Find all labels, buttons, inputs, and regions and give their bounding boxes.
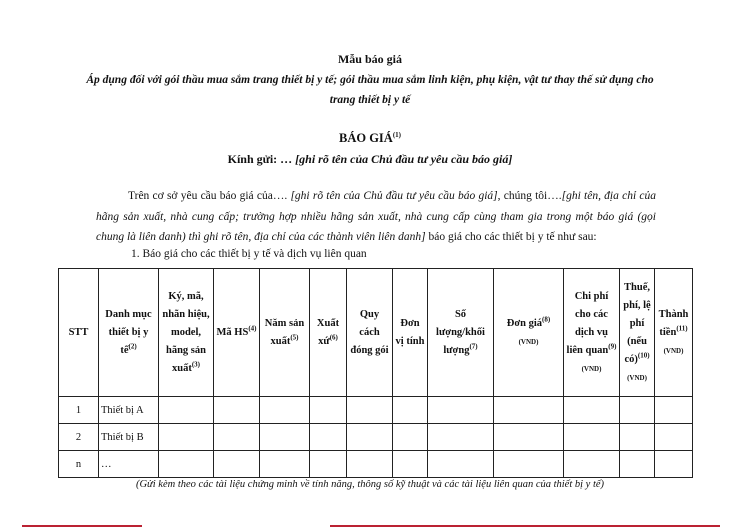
column-header-footnote: (10) [637,351,650,359]
empty-cell [393,424,428,451]
empty-cell [260,397,310,424]
column-header [310,269,347,397]
form-title: Mẫu báo giá [337,52,402,66]
item-name-cell: Thiết bị B [99,424,159,451]
empty-cell [393,397,428,424]
form-subtitle [0,70,740,110]
empty-cell [655,451,693,478]
empty-cell [310,397,347,424]
column-header-footnote: (7) [469,342,478,350]
column-header [159,269,214,397]
empty-cell [564,397,620,424]
item-name-cell: … [99,451,159,478]
doc-title-footnote: (1) [392,130,401,139]
empty-cell [214,424,260,451]
intro-part5: báo giá cho các thiết bị y tế như sau: [425,231,597,243]
empty-cell [620,424,655,451]
column-header [214,269,260,397]
intro-part3: , chúng tôi…. [497,190,562,202]
column-header-label: Mã HS [216,326,249,338]
empty-cell [494,451,564,478]
empty-cell [428,397,494,424]
column-header-label: Quy cách đóng gói [350,308,389,356]
column-header-unit: (VND) [518,337,539,346]
empty-cell [260,451,310,478]
table-row [59,397,693,424]
column-header-footnote: (2) [128,342,137,350]
doc-title [0,131,740,146]
quote-table [58,268,693,478]
column-header-label: Số lượng/khối lượng [436,308,485,356]
empty-cell [564,451,620,478]
column-header [620,269,655,397]
empty-cell [428,451,494,478]
column-header-label: Danh mục thiết bị y tế [105,308,152,356]
column-header-label: Ký, mã, nhãn hiệu, model, hãng sản xuất [162,290,210,374]
table-row [59,451,693,478]
column-header-unit: (VND) [581,364,602,373]
row-number-cell: 2 [59,424,99,451]
column-header [655,269,693,397]
page-edge-mark [330,525,720,527]
empty-cell [428,424,494,451]
column-header-unit: (VND) [627,373,647,382]
column-header [99,269,159,397]
column-header [393,269,428,397]
intro-part4: [ghi tên, địa chỉ của hãng sản xuất, nhà cung cấp; trường hợp nhiều hãng sản xuất, nhà cung cấp cùng tham gia trong một báo giá (gọi chung là liên danh) thì ghi rõ tên, địa chỉ của các thành viên liên danh] [96,190,656,243]
column-header-label: STT [68,326,89,338]
empty-cell [620,451,655,478]
empty-cell [347,451,393,478]
column-header-footnote: (5) [290,333,299,341]
column-header [564,269,620,397]
column-header-label: Năm sản xuất [264,317,305,347]
empty-cell [347,424,393,451]
column-header-footnote: (6) [329,333,338,341]
column-header-footnote: (4) [248,324,257,332]
subtitle-line2: trang thiết bị y tế [329,94,411,106]
empty-cell [655,424,693,451]
empty-cell [494,424,564,451]
column-header-label: Xuất xứ [316,317,340,347]
column-header-label: Đơn giá [506,317,543,329]
page-edge-mark [22,525,142,527]
item-name-cell: Thiết bị A [99,397,159,424]
column-header-footnote: (3) [191,360,200,368]
column-header-footnote: (8) [542,315,551,323]
column-header-label: Chi phí cho các dịch vụ liên quan [566,290,609,356]
empty-cell [159,424,214,451]
table-body [59,397,693,478]
intro-paragraph [96,186,656,248]
column-header-unit: (VND) [663,346,684,355]
empty-cell [260,424,310,451]
column-header [260,269,310,397]
column-header [494,269,564,397]
empty-cell [564,424,620,451]
table-row [59,424,693,451]
subtitle-line1: Áp dụng đối với gói thầu mua sắm trang thiết bị y tế; gói thầu mua sắm linh kiện, phụ kiện, vật tư thay thế sử dụng cho [86,74,654,86]
column-header-label: Thành tiền [658,308,689,338]
empty-cell [310,424,347,451]
empty-cell [347,397,393,424]
doc-title-text: BÁO GIÁ [339,131,393,145]
empty-cell [214,397,260,424]
addressee-value: [ghi rõ tên của Chủ đầu tư yêu cầu báo giá] [295,152,513,166]
section-1-heading: 1. Báo giá cho các thiết bị y tế và dịch vụ liên quan [131,248,367,260]
empty-cell [494,397,564,424]
table-header-row [59,269,693,397]
column-header-label: Đơn vị tính [395,317,425,347]
row-number-cell: n [59,451,99,478]
addressee-label: Kính gửi: … [227,152,296,166]
empty-cell [159,397,214,424]
column-header [59,269,99,397]
attachment-note: (Gửi kèm theo các tài liệu chứng minh về tính năng, thông số kỹ thuật và các tài liệu liên quan của thiết bị y tế) [135,479,605,490]
column-header [428,269,494,397]
row-number-cell: 1 [59,397,99,424]
column-header-footnote: (11) [676,324,688,332]
addressee [0,152,740,167]
empty-cell [214,451,260,478]
empty-cell [159,451,214,478]
column-header-label: Thuế, phí, lệ phí (nếu có) [623,281,651,365]
empty-cell [310,451,347,478]
empty-cell [620,397,655,424]
intro-part1: Trên cơ sở yêu cầu báo giá của…. [128,190,291,202]
empty-cell [393,451,428,478]
intro-part2: [ghi rõ tên của Chủ đầu tư yêu cầu báo giá] [290,190,498,202]
empty-cell [655,397,693,424]
column-header-footnote: (9) [608,342,617,350]
column-header [347,269,393,397]
